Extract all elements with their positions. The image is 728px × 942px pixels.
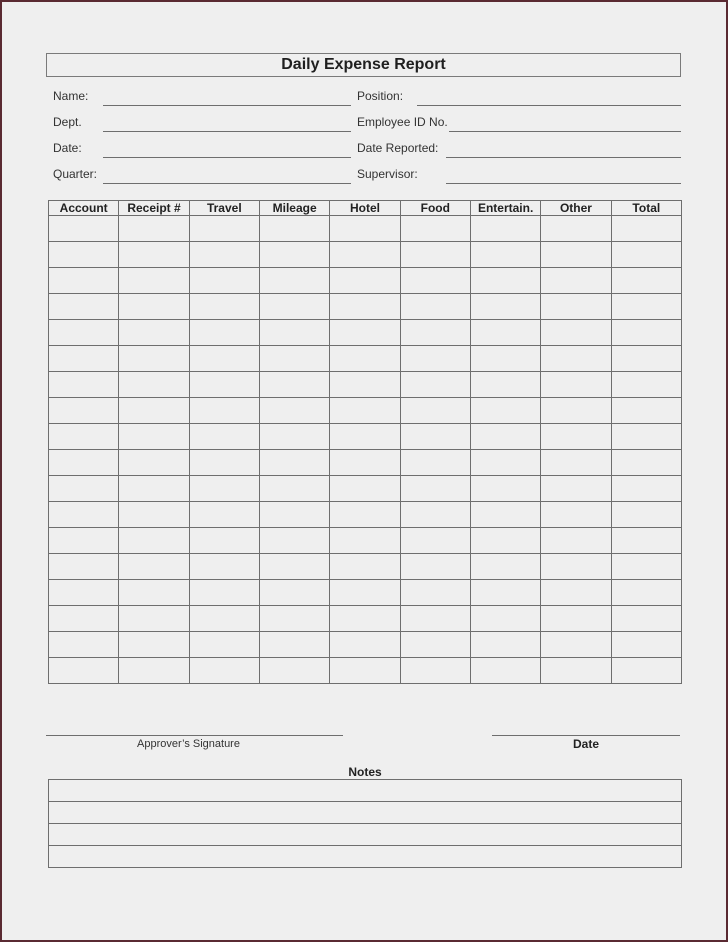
table-row xyxy=(49,294,682,320)
table-cell[interactable] xyxy=(189,398,259,424)
table-cell[interactable] xyxy=(259,320,329,346)
table-cell[interactable] xyxy=(330,476,400,502)
table-cell[interactable] xyxy=(470,632,540,658)
table-cell[interactable] xyxy=(259,632,329,658)
table-cell[interactable] xyxy=(611,632,681,658)
table-cell[interactable] xyxy=(49,554,119,580)
table-cell[interactable] xyxy=(330,502,400,528)
table-row xyxy=(49,346,682,372)
table-cell[interactable] xyxy=(189,294,259,320)
table-row xyxy=(49,580,682,606)
table-cell[interactable] xyxy=(470,658,540,684)
table-cell[interactable] xyxy=(611,216,681,242)
table-cell[interactable] xyxy=(189,658,259,684)
table-cell[interactable] xyxy=(259,554,329,580)
table-cell[interactable] xyxy=(259,606,329,632)
table-row xyxy=(49,554,682,580)
table-cell[interactable] xyxy=(49,268,119,294)
table-cell[interactable] xyxy=(119,372,189,398)
table-cell[interactable] xyxy=(541,528,611,554)
table-cell[interactable] xyxy=(400,580,470,606)
table-cell[interactable] xyxy=(541,554,611,580)
table-cell[interactable] xyxy=(400,216,470,242)
signature-date-line[interactable] xyxy=(492,735,680,736)
table-cell[interactable] xyxy=(400,554,470,580)
column-header-hotel: Hotel xyxy=(330,201,400,216)
name-field[interactable] xyxy=(53,86,351,106)
table-cell[interactable] xyxy=(49,242,119,268)
table-cell[interactable] xyxy=(259,528,329,554)
dept-field[interactable] xyxy=(53,112,351,132)
table-cell[interactable] xyxy=(470,476,540,502)
table-cell[interactable] xyxy=(259,372,329,398)
table-cell[interactable] xyxy=(119,554,189,580)
column-header-account: Account xyxy=(49,201,119,216)
expense-table xyxy=(48,200,682,684)
notes-table xyxy=(48,779,682,868)
table-cell[interactable] xyxy=(470,242,540,268)
table-cell[interactable] xyxy=(259,346,329,372)
table-cell[interactable] xyxy=(400,606,470,632)
table-cell[interactable] xyxy=(541,398,611,424)
table-cell[interactable] xyxy=(470,346,540,372)
table-cell[interactable] xyxy=(189,528,259,554)
notes-cell[interactable] xyxy=(49,802,682,824)
table-cell[interactable] xyxy=(189,554,259,580)
table-cell[interactable] xyxy=(49,424,119,450)
table-cell[interactable] xyxy=(330,450,400,476)
table-cell[interactable] xyxy=(330,424,400,450)
table-cell[interactable] xyxy=(49,372,119,398)
table-cell[interactable] xyxy=(611,398,681,424)
date-reported-field[interactable] xyxy=(357,138,681,158)
table-cell[interactable] xyxy=(330,268,400,294)
quarter-field[interactable] xyxy=(53,164,351,184)
table-cell[interactable] xyxy=(49,450,119,476)
table-cell[interactable] xyxy=(400,268,470,294)
table-cell[interactable] xyxy=(49,320,119,346)
table-cell[interactable] xyxy=(330,528,400,554)
table-row xyxy=(49,632,682,658)
notes-cell[interactable] xyxy=(49,780,682,802)
quarter-label: Quarter: xyxy=(53,167,98,181)
table-cell[interactable] xyxy=(259,450,329,476)
table-cell[interactable] xyxy=(400,320,470,346)
position-label: Position: xyxy=(357,89,404,103)
table-cell[interactable] xyxy=(49,476,119,502)
column-header-entertain: Entertain. xyxy=(470,201,540,216)
table-cell[interactable] xyxy=(541,632,611,658)
table-cell[interactable] xyxy=(611,528,681,554)
table-cell[interactable] xyxy=(119,528,189,554)
name-line[interactable] xyxy=(103,105,351,106)
table-cell[interactable] xyxy=(330,216,400,242)
table-cell[interactable] xyxy=(611,294,681,320)
table-cell[interactable] xyxy=(259,398,329,424)
column-header-travel: Travel xyxy=(189,201,259,216)
table-cell[interactable] xyxy=(470,294,540,320)
table-cell[interactable] xyxy=(470,606,540,632)
table-cell[interactable] xyxy=(330,372,400,398)
table-row xyxy=(49,450,682,476)
notes-cell[interactable] xyxy=(49,846,682,868)
table-cell[interactable] xyxy=(470,450,540,476)
table-cell[interactable] xyxy=(400,424,470,450)
table-cell[interactable] xyxy=(400,398,470,424)
report-title: Daily Expense Report xyxy=(46,53,681,77)
table-cell[interactable] xyxy=(470,502,540,528)
table-row xyxy=(49,398,682,424)
notes-row xyxy=(49,846,682,868)
table-cell[interactable] xyxy=(330,346,400,372)
table-cell[interactable] xyxy=(611,320,681,346)
table-cell[interactable] xyxy=(119,398,189,424)
table-cell[interactable] xyxy=(259,216,329,242)
table-cell[interactable] xyxy=(49,346,119,372)
table-cell[interactable] xyxy=(611,242,681,268)
table-cell[interactable] xyxy=(119,320,189,346)
date-reported-label: Date Reported: xyxy=(357,141,439,155)
table-cell[interactable] xyxy=(189,476,259,502)
table-cell[interactable] xyxy=(330,320,400,346)
table-cell[interactable] xyxy=(400,372,470,398)
employee-id-label: Employee ID No. xyxy=(357,115,448,129)
table-cell[interactable] xyxy=(541,502,611,528)
table-row xyxy=(49,216,682,242)
expense-table-body xyxy=(49,216,682,684)
table-cell[interactable] xyxy=(400,346,470,372)
position-field[interactable] xyxy=(357,86,681,106)
notes-table-body xyxy=(49,780,682,868)
table-cell[interactable] xyxy=(259,268,329,294)
table-cell[interactable] xyxy=(330,580,400,606)
table-cell[interactable] xyxy=(611,346,681,372)
table-cell[interactable] xyxy=(259,294,329,320)
table-row xyxy=(49,268,682,294)
table-cell[interactable] xyxy=(541,606,611,632)
table-cell[interactable] xyxy=(189,320,259,346)
table-cell[interactable] xyxy=(541,294,611,320)
table-cell[interactable] xyxy=(119,580,189,606)
column-header-mileage: Mileage xyxy=(259,201,329,216)
table-cell[interactable] xyxy=(611,450,681,476)
date-field[interactable] xyxy=(53,138,351,158)
table-cell[interactable] xyxy=(400,294,470,320)
supervisor-line[interactable] xyxy=(446,183,681,184)
column-header-total: Total xyxy=(611,201,681,216)
table-cell[interactable] xyxy=(611,476,681,502)
table-cell[interactable] xyxy=(400,242,470,268)
table-cell[interactable] xyxy=(611,372,681,398)
table-cell[interactable] xyxy=(49,294,119,320)
table-cell[interactable] xyxy=(189,268,259,294)
table-cell[interactable] xyxy=(189,606,259,632)
notes-title: Notes xyxy=(348,765,382,779)
table-cell[interactable] xyxy=(541,346,611,372)
table-cell[interactable] xyxy=(189,632,259,658)
table-cell[interactable] xyxy=(330,398,400,424)
table-row xyxy=(49,372,682,398)
table-cell[interactable] xyxy=(49,606,119,632)
expense-report-page xyxy=(2,2,726,940)
table-cell[interactable] xyxy=(119,606,189,632)
table-cell[interactable] xyxy=(470,268,540,294)
table-cell[interactable] xyxy=(400,658,470,684)
table-cell[interactable] xyxy=(611,424,681,450)
table-cell[interactable] xyxy=(541,242,611,268)
table-cell[interactable] xyxy=(189,242,259,268)
notes-cell[interactable] xyxy=(49,824,682,846)
table-cell[interactable] xyxy=(49,580,119,606)
dept-label: Dept. xyxy=(53,115,82,129)
table-cell[interactable] xyxy=(541,580,611,606)
date-line[interactable] xyxy=(103,157,351,158)
table-cell[interactable] xyxy=(119,216,189,242)
table-cell[interactable] xyxy=(541,320,611,346)
table-cell[interactable] xyxy=(119,242,189,268)
table-cell[interactable] xyxy=(611,268,681,294)
table-cell[interactable] xyxy=(400,450,470,476)
table-cell[interactable] xyxy=(541,216,611,242)
table-cell[interactable] xyxy=(330,632,400,658)
table-cell[interactable] xyxy=(189,372,259,398)
position-line[interactable] xyxy=(417,105,681,106)
table-cell[interactable] xyxy=(259,580,329,606)
table-cell[interactable] xyxy=(470,580,540,606)
table-cell[interactable] xyxy=(611,502,681,528)
date-reported-line[interactable] xyxy=(446,157,681,158)
table-cell[interactable] xyxy=(189,346,259,372)
column-header-receipt: Receipt # xyxy=(119,201,189,216)
table-row xyxy=(49,658,682,684)
table-cell[interactable] xyxy=(541,476,611,502)
table-cell[interactable] xyxy=(119,294,189,320)
table-cell[interactable] xyxy=(119,268,189,294)
table-cell[interactable] xyxy=(259,424,329,450)
table-cell[interactable] xyxy=(119,424,189,450)
employee-id-field[interactable] xyxy=(357,112,681,132)
employee-id-line[interactable] xyxy=(449,131,681,132)
table-row xyxy=(49,242,682,268)
table-cell[interactable] xyxy=(119,632,189,658)
table-cell[interactable] xyxy=(259,658,329,684)
table-row xyxy=(49,476,682,502)
expense-header-row xyxy=(49,201,682,216)
table-cell[interactable] xyxy=(189,424,259,450)
table-cell[interactable] xyxy=(541,424,611,450)
table-cell[interactable] xyxy=(470,424,540,450)
table-cell[interactable] xyxy=(611,580,681,606)
table-cell[interactable] xyxy=(330,658,400,684)
table-cell[interactable] xyxy=(470,528,540,554)
table-cell[interactable] xyxy=(49,216,119,242)
table-cell[interactable] xyxy=(400,528,470,554)
table-cell[interactable] xyxy=(189,580,259,606)
table-cell[interactable] xyxy=(119,346,189,372)
table-cell[interactable] xyxy=(259,476,329,502)
table-row xyxy=(49,606,682,632)
table-cell[interactable] xyxy=(330,606,400,632)
table-cell[interactable] xyxy=(330,294,400,320)
table-cell[interactable] xyxy=(470,398,540,424)
table-cell[interactable] xyxy=(259,502,329,528)
table-cell[interactable] xyxy=(189,450,259,476)
table-row xyxy=(49,320,682,346)
table-cell[interactable] xyxy=(49,502,119,528)
notes-row xyxy=(49,780,682,802)
table-cell[interactable] xyxy=(400,632,470,658)
quarter-line[interactable] xyxy=(103,183,351,184)
table-cell[interactable] xyxy=(470,372,540,398)
table-cell[interactable] xyxy=(611,658,681,684)
supervisor-label: Supervisor: xyxy=(357,167,418,181)
table-cell[interactable] xyxy=(189,502,259,528)
name-label: Name: xyxy=(53,89,89,103)
table-row xyxy=(49,528,682,554)
table-cell[interactable] xyxy=(541,372,611,398)
table-cell[interactable] xyxy=(611,554,681,580)
table-cell[interactable] xyxy=(541,268,611,294)
table-cell[interactable] xyxy=(119,658,189,684)
table-cell[interactable] xyxy=(611,606,681,632)
table-row xyxy=(49,502,682,528)
table-cell[interactable] xyxy=(470,554,540,580)
dept-line[interactable] xyxy=(103,131,351,132)
table-cell[interactable] xyxy=(119,502,189,528)
table-cell[interactable] xyxy=(470,320,540,346)
table-cell[interactable] xyxy=(119,476,189,502)
approver-signature-label: Approver’s Signature xyxy=(137,738,240,750)
table-cell[interactable] xyxy=(49,658,119,684)
table-cell[interactable] xyxy=(189,216,259,242)
approver-signature-line[interactable] xyxy=(46,735,343,736)
table-cell[interactable] xyxy=(541,658,611,684)
table-cell[interactable] xyxy=(259,242,329,268)
table-cell[interactable] xyxy=(541,450,611,476)
table-cell[interactable] xyxy=(470,216,540,242)
table-cell[interactable] xyxy=(49,398,119,424)
table-cell[interactable] xyxy=(400,502,470,528)
column-header-other: Other xyxy=(541,201,611,216)
date-label: Date: xyxy=(53,141,82,155)
table-cell[interactable] xyxy=(330,242,400,268)
notes-row xyxy=(49,802,682,824)
table-cell[interactable] xyxy=(400,476,470,502)
signature-date-label: Date xyxy=(572,737,599,751)
notes-row xyxy=(49,824,682,846)
table-cell[interactable] xyxy=(49,528,119,554)
table-row xyxy=(49,424,682,450)
table-cell[interactable] xyxy=(49,632,119,658)
column-header-food: Food xyxy=(400,201,470,216)
supervisor-field[interactable] xyxy=(357,164,681,184)
table-cell[interactable] xyxy=(330,554,400,580)
table-cell[interactable] xyxy=(119,450,189,476)
